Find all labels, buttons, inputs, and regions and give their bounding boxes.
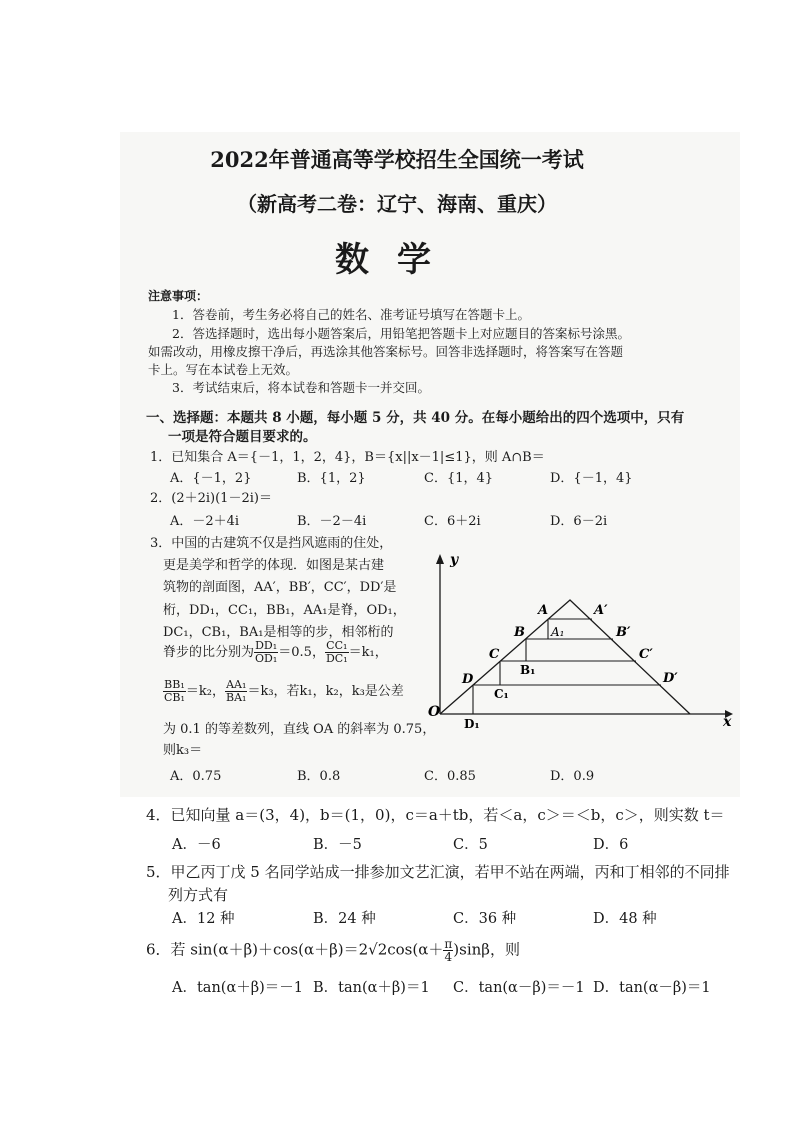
question-1-stem: 1．已知集合 A＝{－1，1，2，4}，B＝{x||x－1|≤1}，则 A∩B＝	[150, 450, 545, 465]
subject-title: 数学	[335, 240, 459, 280]
question-2-stem: 2．(2＋2i)(1－2i)＝	[150, 491, 272, 506]
question-4-option-b: B．－5	[313, 837, 362, 853]
question-3-line-6	[163, 640, 388, 665]
question-2-option-a: A．－2＋4i	[170, 514, 240, 529]
question-1-option-a: A．{－1，2}	[170, 471, 252, 486]
question-3-line-2: 更是美学和哲学的体现．如图是某古建	[163, 558, 385, 573]
label-a: A	[538, 603, 549, 618]
question-3-line-9: 则k₃＝	[163, 743, 203, 758]
question-6-option-a: A．tan(α＋β)＝－1	[172, 980, 303, 996]
question-4-stem: 4．已知向量 a＝(3，4)，b＝(1，0)，c＝a＋tb，若＜a，c＞＝＜b，c＞，则实数 t＝	[146, 806, 725, 824]
label-a-prime: A′	[594, 603, 608, 618]
notice-heading: 注意事项：	[148, 289, 209, 303]
question-6-option-c: C．tan(α－β)＝－1	[453, 980, 585, 996]
question-3-line-3: 筑物的剖面图，AA′，BB′，CC′，DD′是	[163, 580, 397, 595]
y-axis-arrow	[436, 554, 444, 564]
question-1-option-b: B．{1，2}	[297, 471, 366, 486]
question-1-option-c: C．{1，4}	[424, 471, 494, 486]
label-d: D	[462, 672, 474, 687]
question-5-line-2: 列方式有	[168, 886, 229, 904]
fraction-bb1-cb1: $\frac{\text{BB₁}}{\text{CB₁}}$	[164, 678, 185, 704]
question-1-option-d: D．{－1，4}	[550, 471, 633, 486]
question-6-option-d: D．tan(α－β)＝1	[593, 980, 711, 996]
fraction-dd1-od1: $\frac{\text{DD₁}}{\text{OD₁}}$	[255, 639, 278, 665]
section-1-heading-cont: 一项是符合题目要求的。	[168, 429, 317, 445]
label-y: y	[450, 552, 459, 568]
question-6-stem-post: )sinβ，则	[453, 940, 520, 959]
label-b1: B₁	[520, 663, 536, 677]
label-x: x	[723, 714, 732, 728]
question-5-option-a: A．12 种	[172, 911, 235, 927]
fraction-cc1-dc1: $\frac{\text{CC₁}}{\text{DC₁}}$	[325, 639, 348, 665]
section-1-heading: 一、选择题：本题共 8 小题，每小题 5 分，共 40 分。在每小题给出的四个选项中，只有	[146, 410, 685, 426]
question-3-line-8: 为 0.1 的等差数列，直线 OA 的斜率为 0.75，	[163, 722, 436, 737]
notice-item-3: 3．考试结束后，将本试卷和答题卡一并交回。	[172, 380, 430, 395]
question-3-line-6-post: ＝k₁，	[348, 645, 388, 660]
label-d1: D₁	[464, 717, 480, 728]
question-5-option-b: B．24 种	[313, 911, 376, 927]
question-2-option-c: C．6＋2i	[424, 514, 481, 529]
label-b: B	[514, 625, 525, 640]
question-3-line-6-mid: ＝0.5，	[278, 645, 325, 660]
label-b-prime: B′	[616, 625, 631, 640]
question-3-line-1: 3．中国的古建筑不仅是挡风遮雨的住处，	[150, 536, 393, 551]
notice-item-2-line-1: 2．答选择题时，选出每小题答案后，用铅笔把答题卡上对应题目的答案标号涂黑。	[172, 326, 630, 341]
label-d-prime: D′	[663, 671, 678, 686]
notice-item-1: 1．答卷前，考生务必将自己的姓名、准考证号填写在答题卡上。	[172, 307, 530, 322]
question-4-option-c: C．5	[453, 837, 488, 853]
question-3-option-d: D．0.9	[550, 769, 595, 784]
label-a1: A₁	[551, 625, 565, 639]
question-2-option-d: D．6－2i	[550, 514, 608, 529]
question-3-line-7	[163, 679, 404, 704]
fraction-pi-over-4: $\frac{\pi}{4}$	[444, 937, 453, 964]
notice-item-2-line-3: 卡上。写在本试卷上无效。	[148, 362, 299, 377]
question-6-stem-pre: 6．若 sin(α＋β)＋cos(α＋β)＝2√2cos(α＋	[146, 940, 444, 959]
question-5-line-1: 5．甲乙丙丁戊 5 名同学站成一排参加文艺汇演，若甲不站在两端，丙和丁相邻的不同排	[146, 863, 730, 881]
question-6-option-b: B．tan(α＋β)＝1	[313, 980, 430, 996]
notice-item-2-line-2: 如需改动，用橡皮擦干净后，再选涂其他答案标号。回答非选择题时，将答案写在答题	[148, 344, 624, 359]
exam-title: 2022年普通高等学校招生全国统一考试	[210, 147, 584, 172]
question-3-option-b: B．0.8	[297, 769, 341, 784]
question-2-option-b: B．－2－4i	[297, 514, 367, 529]
question-3-line-4: 桁，DD₁，CC₁，BB₁，AA₁是脊，OD₁，	[163, 603, 406, 618]
label-c1: C₁	[494, 687, 509, 701]
label-c: C	[489, 647, 500, 662]
question-3-line-5: DC₁，CB₁，BA₁是相等的步，相邻桁的	[163, 625, 394, 640]
question-3-option-c: C．0.85	[424, 769, 476, 784]
question-4-option-a: A．－6	[172, 837, 221, 853]
question-3-line-6-pre: 脊步的比分别为	[163, 645, 255, 660]
ancient-building-cross-section-figure	[420, 548, 740, 728]
fraction-aa1-ba1: $\frac{\text{AA₁}}{\text{BA₁}}$	[226, 678, 247, 704]
exam-subtitle: （新高考二卷：辽宁、海南、重庆）	[237, 192, 557, 216]
question-5-option-d: D．48 种	[593, 911, 657, 927]
label-o: O	[428, 704, 441, 720]
question-5-option-c: C．36 种	[453, 911, 517, 927]
question-3-line-7-a: ＝k₂，	[185, 684, 226, 699]
question-6-stem	[146, 938, 520, 963]
question-3-option-a: A．0.75	[170, 769, 222, 784]
question-4-option-d: D．6	[593, 837, 629, 853]
label-c-prime: C′	[639, 647, 653, 662]
question-3-line-7-b: ＝k₃，若k₁，k₂，k₃是公差	[247, 684, 404, 699]
